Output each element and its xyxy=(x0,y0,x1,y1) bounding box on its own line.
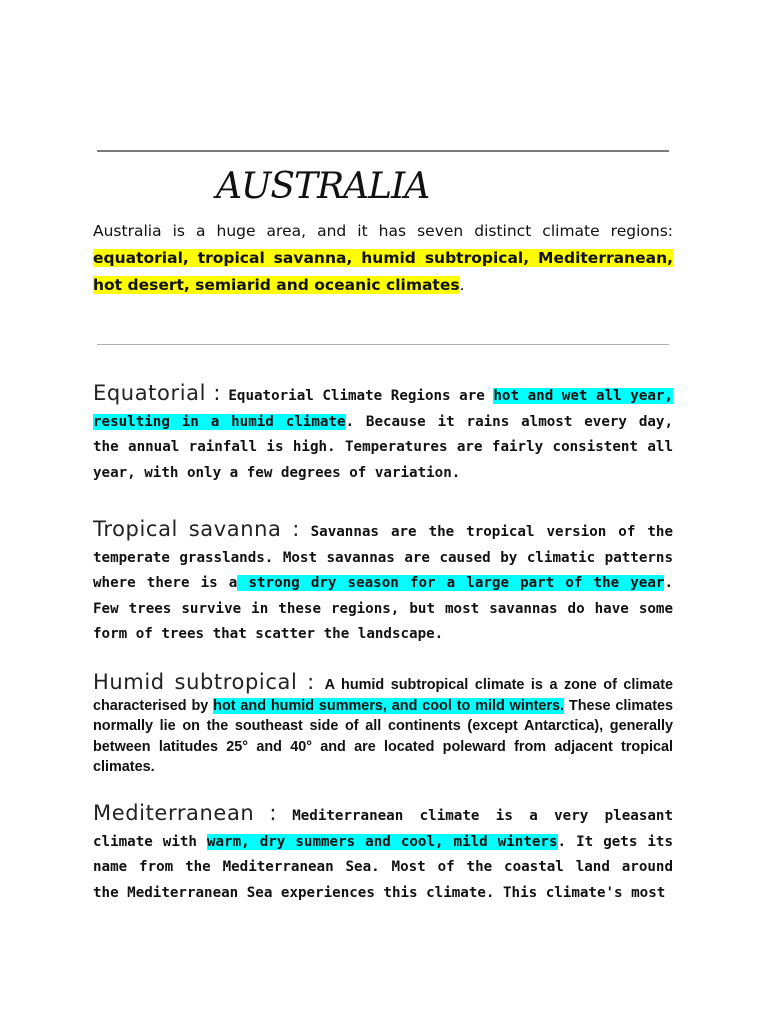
page-title: AUSTRALIA xyxy=(216,166,430,207)
section-mediterranean xyxy=(93,801,673,906)
section-highlight: warm, dry summers and cool, mild winters xyxy=(207,833,558,850)
section-highlight: strong dry season for a large part of the year xyxy=(237,575,665,591)
section-divider xyxy=(97,344,669,345)
intro-paragraph xyxy=(93,218,673,299)
section-equatorial xyxy=(93,381,673,486)
section-text-after: These climates normally lie on the southeast side of all continents (except Antarctica), generally between latitudes 25° and 40° and are located poleward from adjacent tropical climates. xyxy=(93,697,674,775)
section-text-after: . It gets its name from the Mediterranean Sea. Most of the coastal land around the Mediterranean Sea experiences this climate. This climate's most xyxy=(93,833,673,901)
section-text-before: Equatorial Climate Regions are xyxy=(228,388,494,404)
section-humid-subtropical xyxy=(93,672,673,778)
intro-text: Australia is a huge area, and it has seven distinct climate regions: xyxy=(93,222,673,240)
section-heading: Equatorial : xyxy=(93,381,229,405)
section-heading: Mediterranean : xyxy=(93,801,293,825)
section-heading: Tropical savanna : xyxy=(93,517,311,541)
top-divider xyxy=(97,150,669,152)
section-highlight: hot and humid summers, and cool to mild winters. xyxy=(213,697,565,714)
section-text-before: Savannas are the tropical version of the temperate grasslands. Most savannas are caused by climatic patterns where there is a xyxy=(93,524,673,591)
section-highlight: hot and wet all year, resulting in a humid climate xyxy=(93,388,673,430)
section-text-before: A humid subtropical climate is a zone of climate characterised by xyxy=(93,677,673,714)
section-tropical-savanna xyxy=(93,517,673,648)
section-text-after: . Because it rains almost every day, the annual rainfall is high. Temperatures are fairly consistent all year, with only a few degrees of variation. xyxy=(93,413,673,481)
section-text-before: Mediterranean climate is a very pleasant climate with xyxy=(93,808,674,850)
intro-tail: . xyxy=(459,276,465,294)
intro-highlight: equatorial, tropical savanna, humid subtropical, Mediterranean, hot desert, semiarid and oceanic climates xyxy=(93,249,673,294)
section-text-after: . Few trees survive in these regions, but most savannas do have some form of trees that scatter the landscape. xyxy=(93,575,673,642)
section-heading: Humid subtropical : xyxy=(93,670,325,694)
